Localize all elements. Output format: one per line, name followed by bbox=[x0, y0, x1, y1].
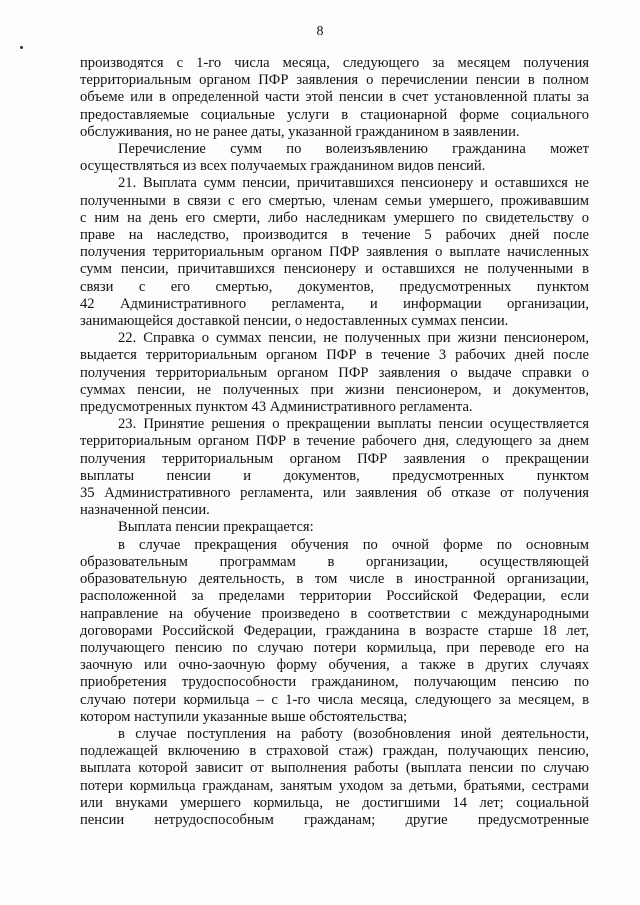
scan-speck bbox=[20, 46, 23, 49]
paragraph bbox=[80, 416, 589, 519]
text-line: занимающейся доставкой пенсии, о недоставленных суммах пенсии. bbox=[80, 313, 509, 330]
text-line: или внуками умершего кормильца, не достигшими 14 лет; социальной bbox=[80, 794, 589, 811]
text-line: приобретения трудоспособности гражданином, получающим пенсию по bbox=[80, 674, 589, 691]
text-line: пенсии нетрудоспособным гражданам; другие предусмотренные bbox=[80, 811, 589, 828]
text-line: 35 Административного регламента, или заявления об отказе от получения bbox=[80, 485, 589, 502]
paragraph bbox=[80, 175, 589, 330]
text-line: получения территориальным органом ПФР заявления о выплате начисленных bbox=[80, 244, 589, 261]
text-line: 21. Выплата сумм пенсии, причитавшихся пенсионеру и оставшихся не bbox=[118, 175, 589, 192]
paragraph bbox=[80, 141, 589, 175]
text-line: 23. Принятие решения о прекращении выплаты пенсии осуществляется bbox=[118, 416, 589, 433]
text-line: договорами Российской Федерации, гражданина в возрасте старше 18 лет, bbox=[80, 622, 589, 639]
text-line: котором наступили указанные выше обстоятельства; bbox=[80, 708, 408, 725]
paragraph bbox=[80, 519, 589, 536]
text-line: территориальным органом ПФР в течение рабочего дня, следующего за днем bbox=[80, 433, 589, 450]
text-line: образовательным программам в организации, осуществляющей bbox=[80, 553, 589, 570]
paragraph bbox=[80, 537, 589, 726]
text-line: связи с его смертью, документов, предусмотренных пунктом bbox=[80, 278, 589, 295]
text-line: праве на наследство, производится в течение 5 рабочих дней после bbox=[80, 227, 589, 244]
text-line: производятся с 1-го числа месяца, следующего за месяцем получения bbox=[80, 55, 589, 71]
text-line: объеме или в определенной части этой пенсии в счет установленной платы за bbox=[80, 89, 589, 106]
page-number: 8 bbox=[316, 24, 324, 39]
text-line: предусмотренных пунктом 43 Административного регламента. bbox=[80, 399, 473, 416]
text-line: 22. Справка о суммах пенсии, не полученных при жизни пенсионером, bbox=[118, 330, 589, 347]
text-line: в случае поступления на работу (возобновления иной деятельности, bbox=[118, 725, 589, 742]
text-line: Выплата пенсии прекращается: bbox=[118, 519, 314, 536]
text-line: территориальным органом ПФР заявления о перечислении пенсии в полном bbox=[80, 72, 589, 89]
text-line: потери кормильца гражданам, занятым уходом за детьми, братьями, сестрами bbox=[80, 777, 589, 794]
text-line: суммах пенсии, не полученных при жизни пенсионером, и документов, bbox=[80, 381, 589, 398]
text-line: получения территориальным органом ПФР заявления о выдаче справки о bbox=[80, 364, 589, 381]
text-line: заочную или очно-заочную форму обучения, а также в других случаях bbox=[80, 657, 589, 674]
text-line: предоставляемые социальные услуги в стационарной форме социального bbox=[80, 106, 589, 123]
paragraph bbox=[80, 330, 589, 416]
paragraph bbox=[80, 726, 589, 829]
text-line: направление на обучение произведено в соответствии с международными bbox=[80, 605, 589, 622]
text-line: 42 Административного регламента, и информации организации, bbox=[80, 295, 589, 312]
text-line: выплаты пенсии и документов, предусмотренных пунктом bbox=[80, 467, 589, 484]
text-line: случаю потери кормильца – с 1-го числа месяца, следующего за месяцем, в bbox=[80, 691, 589, 708]
text-line: осуществляться из всех получаемых гражданином видов пенсий. bbox=[80, 158, 486, 175]
text-line: сумм пенсии, причитавшихся пенсионеру и оставшихся не полученными в bbox=[80, 261, 589, 278]
text-line: Перечисление сумм по волеизъявлению гражданина может bbox=[118, 141, 589, 158]
text-line: выдается территориальным органом ПФР в течение 3 рабочих дней после bbox=[80, 347, 589, 364]
text-line: с ним на день его смерти, либо наследникам умершего по свидетельству о bbox=[80, 209, 589, 226]
text-line: в случае прекращения обучения по очной форме по основным bbox=[118, 536, 589, 553]
text-line: выплата которой зависит от выполнения работы (выплата пенсии по случаю bbox=[80, 760, 589, 777]
text-line: образовательную деятельность, в том числе в иностранной организации, bbox=[80, 571, 589, 588]
text-line: назначенной пенсии. bbox=[80, 502, 210, 519]
text-line: расположенной за пределами территории Российской Федерации, если bbox=[80, 588, 589, 605]
text-line: подлежащей включению в страховой стаж) граждан, получающих пенсию, bbox=[80, 743, 589, 760]
text-line: получения территориальным органом ПФР заявления о прекращении bbox=[80, 450, 589, 467]
document-body bbox=[80, 55, 589, 829]
paragraph bbox=[80, 55, 589, 141]
text-line: полученными в связи с его смертью, членам семьи умершего, проживавшим bbox=[80, 192, 589, 209]
text-line: получающего пенсию по случаю потери кормильца, при переводе его на bbox=[80, 639, 589, 656]
text-line: обслуживания, но не ранее даты, указанной гражданином в заявлении. bbox=[80, 123, 520, 140]
